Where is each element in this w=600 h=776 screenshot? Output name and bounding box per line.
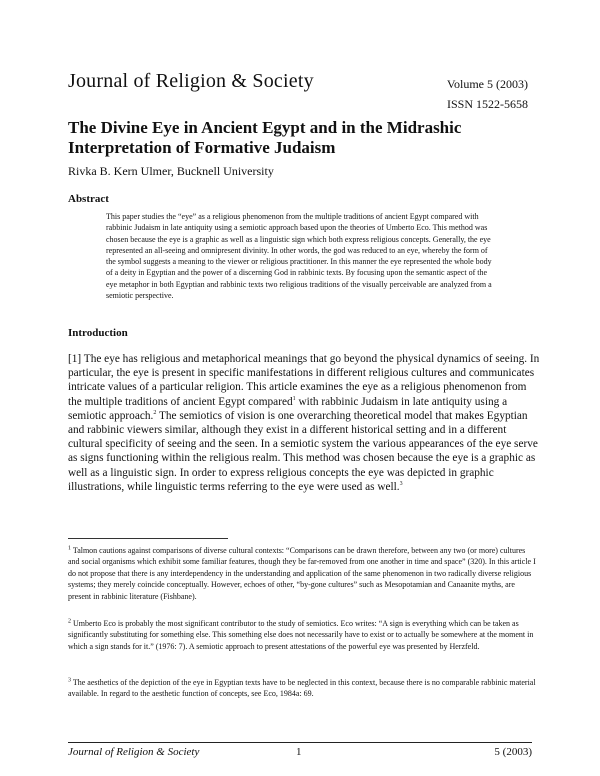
footnote-ref-3: 3 bbox=[399, 481, 403, 488]
intro-text-part-3: The semiotics of vision is one overarching theoretical model that makes Egyptian and rabbinic viewers similar, although they exist in a different historical setting and in a different cultural specificity of seeing and the seen. In a semiotic system the various appearances of the eye serve as signs functioning within the religious realm. This method was chosen because the eye is a graphic as well as a linguistic sign. In order to express religious concepts the eye was depicted in graphic illustrations, while linguistic terms referring to the eye were used as well. bbox=[68, 409, 538, 493]
abstract-text: This paper studies the “eye” as a religious phenomenon from the multiple traditions of ancient Egypt compared with rabbinic Judaism in late antiquity using a semiotic approach based upon the theories of Umberto Eco. This method was chosen because the eye is a graphic as well as a linguistic sign which both express religious concepts. Generally, the eye represented an all-seeing and omnipresent divinity. In other words, the god was reduced to an eye, whereby the form of the symbol suggests a meaning to the viewer or religious practitioner. In this manner the eye represented the whole body of a deity in Egyptian and the power of a discerning God in rabbinic texts. By focusing upon the semantic aspect of the eye metaphor in both Egyptian and rabbinic texts two religious traditions of the visually perceivable are analyzed from a semiotic perspective. bbox=[106, 212, 492, 301]
abstract-heading: Abstract bbox=[68, 193, 109, 205]
footnote-ref-1: 1 bbox=[292, 395, 296, 402]
footnote-1 bbox=[68, 545, 536, 602]
author-line: Rivka B. Kern Ulmer, Bucknell University bbox=[68, 164, 274, 178]
footnote-2 bbox=[68, 618, 536, 652]
footnote-text: Talmon cautions against comparisons of diverse cultural contexts: “Comparisons can be drawn therefore, between any two (or more) cultures and social organisms which exhibit some familiar features, though they be far-removed from one another in time and space” (320). In this article I do not propose that there is any interdependency in the understanding and application of the same phenomenon in two radically diverse religious systems; they merely coincide conceptually. However, echoes of other, “by-gone cultures” such as Mesopotamian and Canaanite myths, are present in rabbinic literature (Fishbane). bbox=[68, 546, 536, 601]
footer-divider bbox=[68, 742, 532, 743]
footnote-number: 1 bbox=[68, 545, 71, 552]
footnote-text: Umberto Eco is probably the most significant contributor to the study of semiotics. Eco writes: “A sign is everything which can be taken as significantly substituting for something else. This something else does not necessarily have to exist or to actually be somewhere at the moment in which a sign stands for it.” (1976: 7). A semiotic approach to present attestations of the powerful eye was presented by Herzfeld. bbox=[68, 619, 534, 651]
footnote-number: 2 bbox=[68, 618, 71, 625]
footnote-ref-2: 2 bbox=[153, 410, 157, 417]
footer-issue: 5 (2003) bbox=[494, 746, 532, 758]
introduction-heading: Introduction bbox=[68, 327, 128, 339]
page-number: 1 bbox=[296, 746, 302, 758]
volume-label: Volume 5 (2003) bbox=[446, 77, 528, 91]
intro-text-part-1: [1] The eye has religious and metaphorical meanings that go beyond the physical dynamics of seeing. In particular, the eye is present in specific manifestations in different religious cultures and communicates intricate values of a particular religion. This article examines the eye as a religious phenomenon from the multiple traditions of ancient Egypt compared bbox=[68, 353, 540, 408]
footnote-text: The aesthetics of the depiction of the eye in Egyptian texts have to be neglected in this context, because there is no comparable rabbinic material available. In regard to the aesthetic function of concepts, see Eco, 1984a: 69. bbox=[68, 678, 536, 699]
journal-title: Journal of Religion & Society bbox=[68, 70, 314, 92]
introduction-paragraph bbox=[68, 352, 540, 494]
footnote-number: 3 bbox=[68, 677, 71, 684]
issn-label: ISSN 1522-5658 bbox=[446, 97, 528, 111]
footnote-3 bbox=[68, 677, 536, 700]
footer-journal: Journal of Religion & Society bbox=[68, 746, 200, 758]
intro-text-part-2: with rabbinic Judaism in late antiquity using a semiotic approach. bbox=[68, 395, 508, 422]
article-title: The Divine Eye in Ancient Egypt and in the Midrashic Interpretation of Formative Judaism bbox=[68, 118, 462, 157]
footnote-divider bbox=[68, 538, 228, 539]
